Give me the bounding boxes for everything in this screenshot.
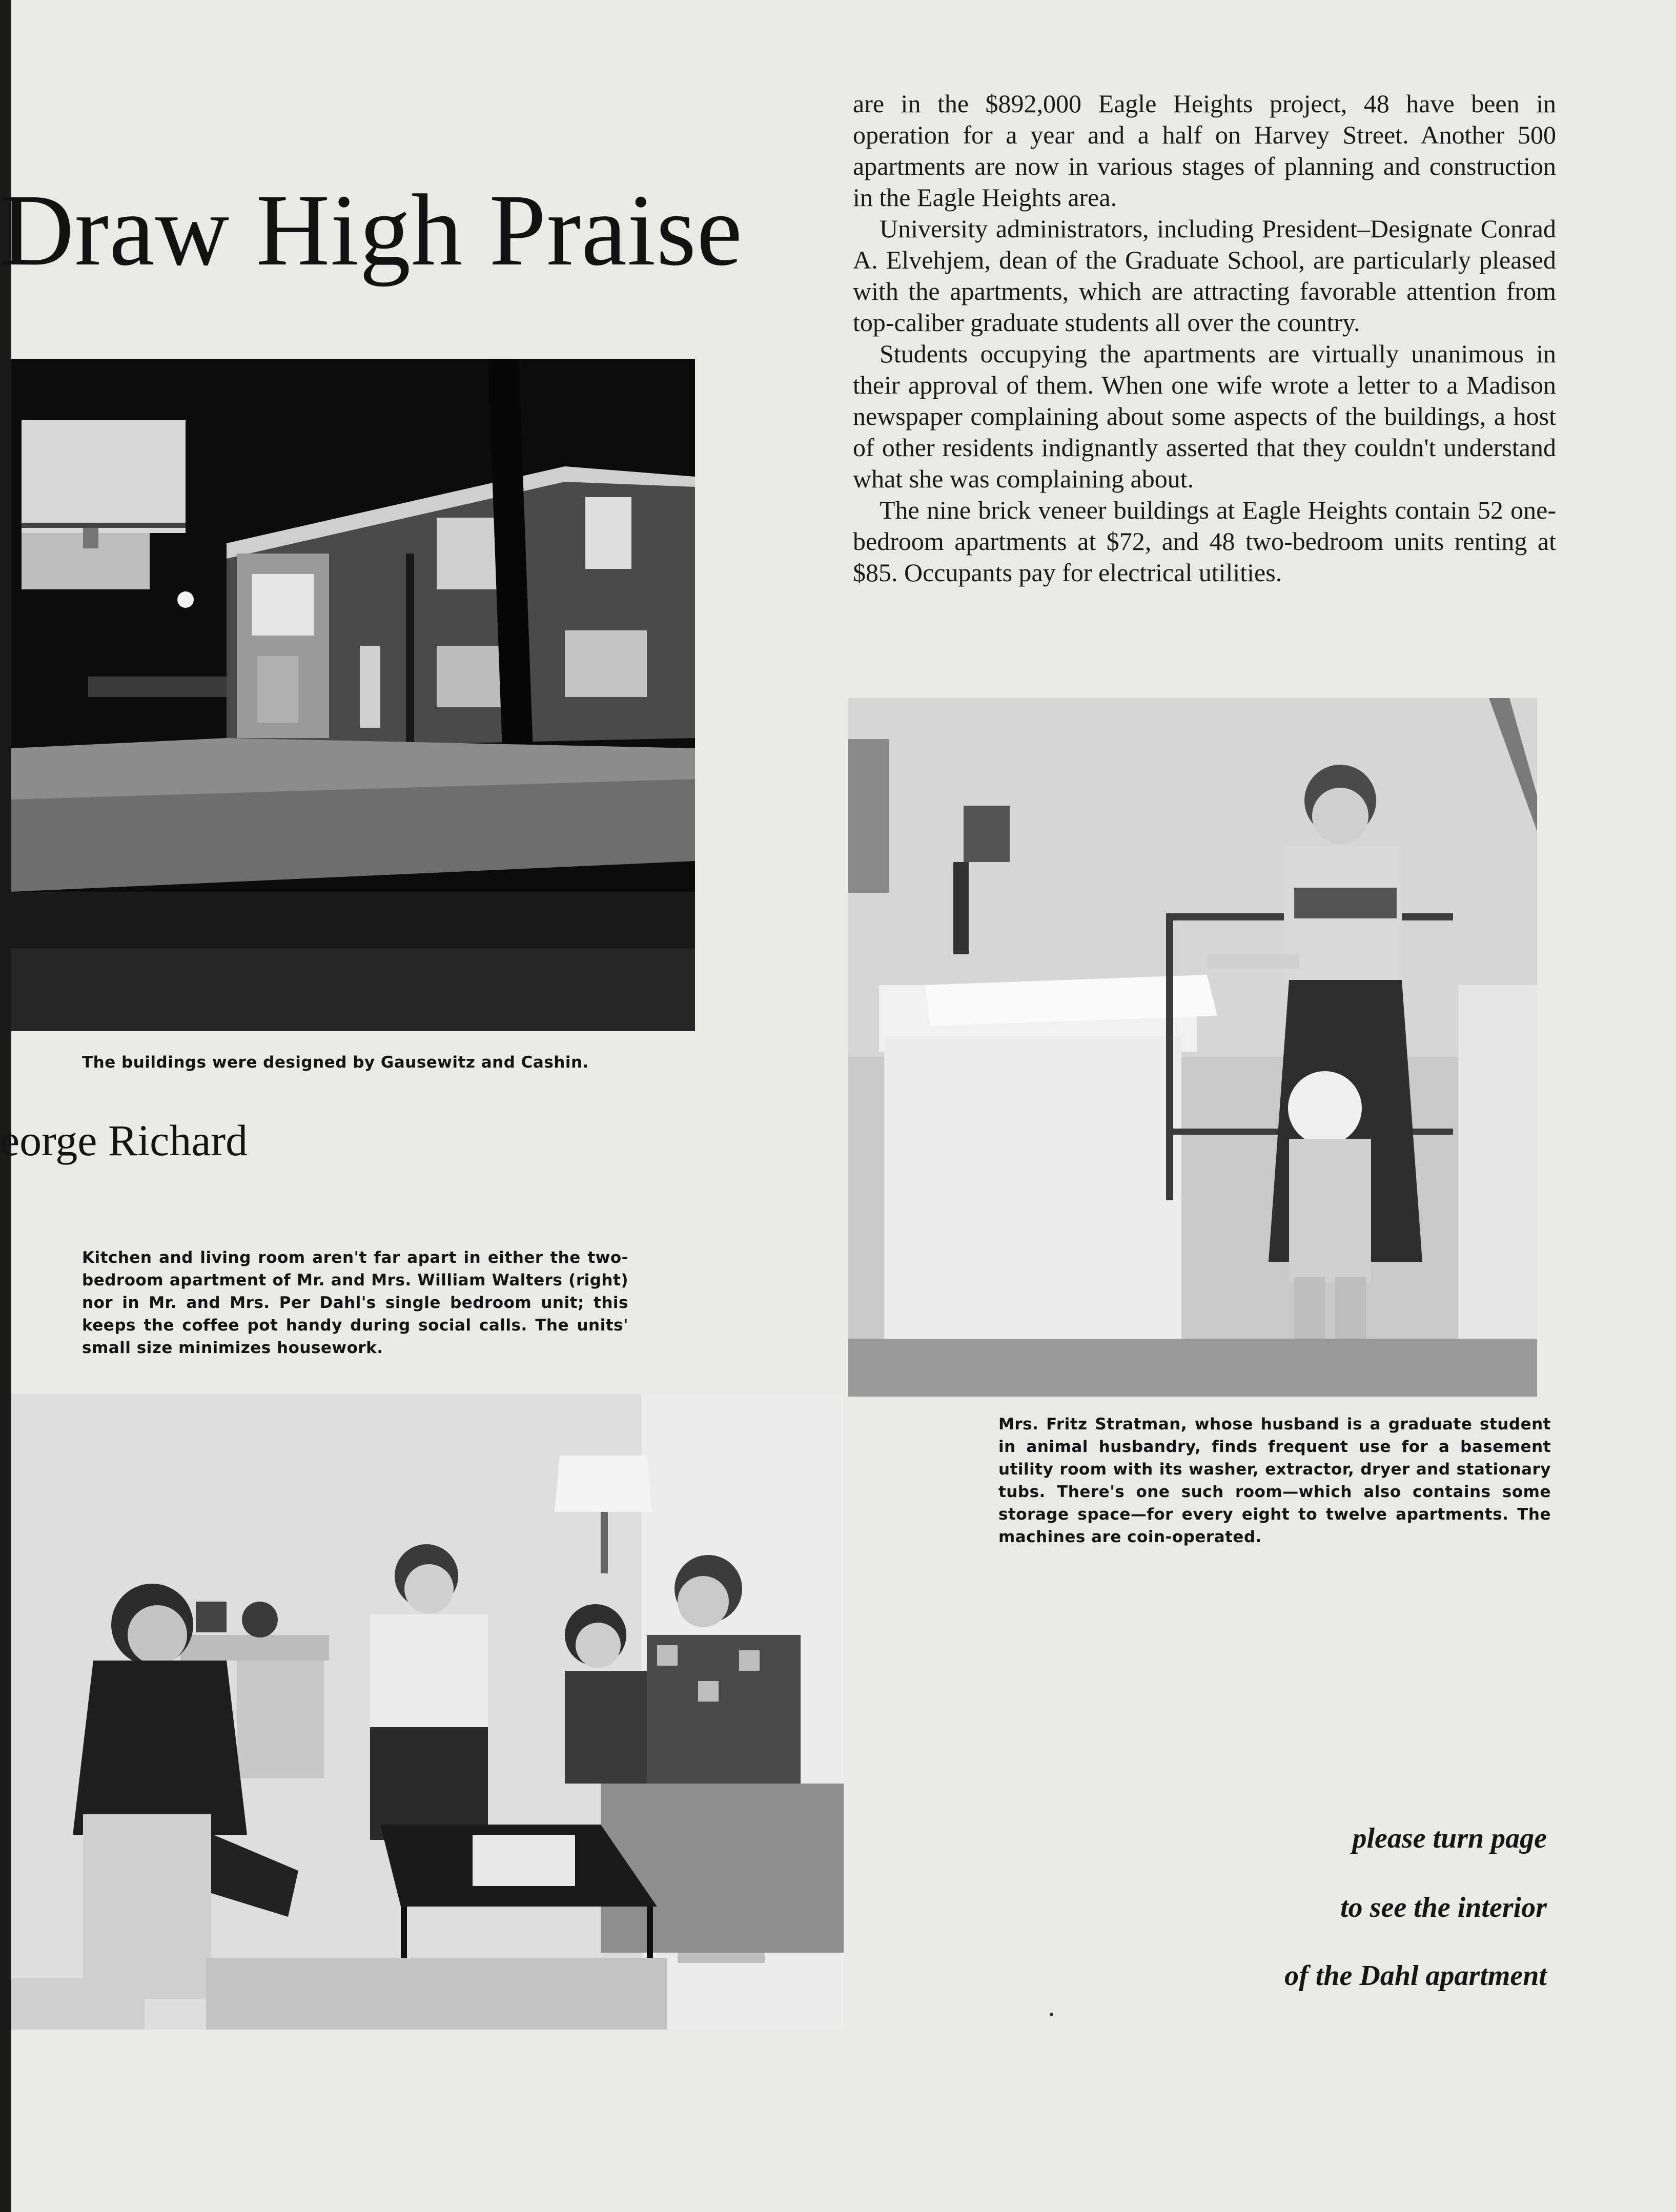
caption-laundry: Mrs. Fritz Stratman, whose husband is a graduate student in animal husbandry, finds frequent use for a basement utility room with its washer, extractor, dryer and stationary tubs. There's one such room—which also contains some storage space—for every eight to twelve apartments. The machines are coin-operated.	[998, 1415, 1551, 1546]
turn-page-line-3: of the Dahl apartment	[1284, 1960, 1547, 1992]
body-paragraph: The nine brick veneer buildings at Eagle Heights contain 52 one-bedroom apartments at $72, and 48 two-bedroom units renting at $85. Occupants pay for electrical utilities.	[853, 496, 1556, 587]
turn-page-line-1: please turn page	[1352, 1822, 1547, 1854]
caption-kitchen-living: Kitchen and living room aren't far apart in either the two-bedroom apartment of Mr. and Mrs. William Walters (right) nor in Mr. and Mrs. Per Dahl's single bedroom unit; this keeps the coffee pot handy during social calls. The units' small size minimizes housework.	[82, 1248, 628, 1357]
turn-page-line-2: to see the interior	[1340, 1892, 1547, 1923]
body-paragraph: Students occupying the apartments are virtually unanimous in their approval of them. When one wife wrote a letter to a Madison newspaper complaining about some aspects of the buildings, a host of other residents indignantly asserted that they couldn't understand what she was complaining about.	[853, 339, 1556, 493]
print-speck	[1050, 2013, 1053, 2016]
article-body	[853, 88, 1556, 588]
night-exterior-photo	[11, 359, 695, 1031]
page-headline: Draw High Praise	[0, 174, 743, 287]
laundry-room-photo	[848, 698, 1537, 1397]
page-edge-shadow	[0, 0, 11, 2212]
body-paragraph: University administrators, including President–Designate Conrad A. Elvehjem, dean of the Graduate School, are particularly pleased with the apartments, which are attracting favorable attention from top-caliber graduate students all over the country.	[853, 214, 1556, 337]
caption-buildings: The buildings were designed by Gausewitz and Cashin.	[82, 1053, 589, 1072]
byline-subhead: eorge Richard	[0, 1116, 248, 1165]
living-room-photo	[11, 1394, 844, 2030]
body-paragraph: are in the $892,000 Eagle Heights project, 48 have been in operation for a year and a half on Harvey Street. Another 500 apartments are now in various stages of planning and construction in the Eagle Heights area.	[853, 89, 1556, 212]
